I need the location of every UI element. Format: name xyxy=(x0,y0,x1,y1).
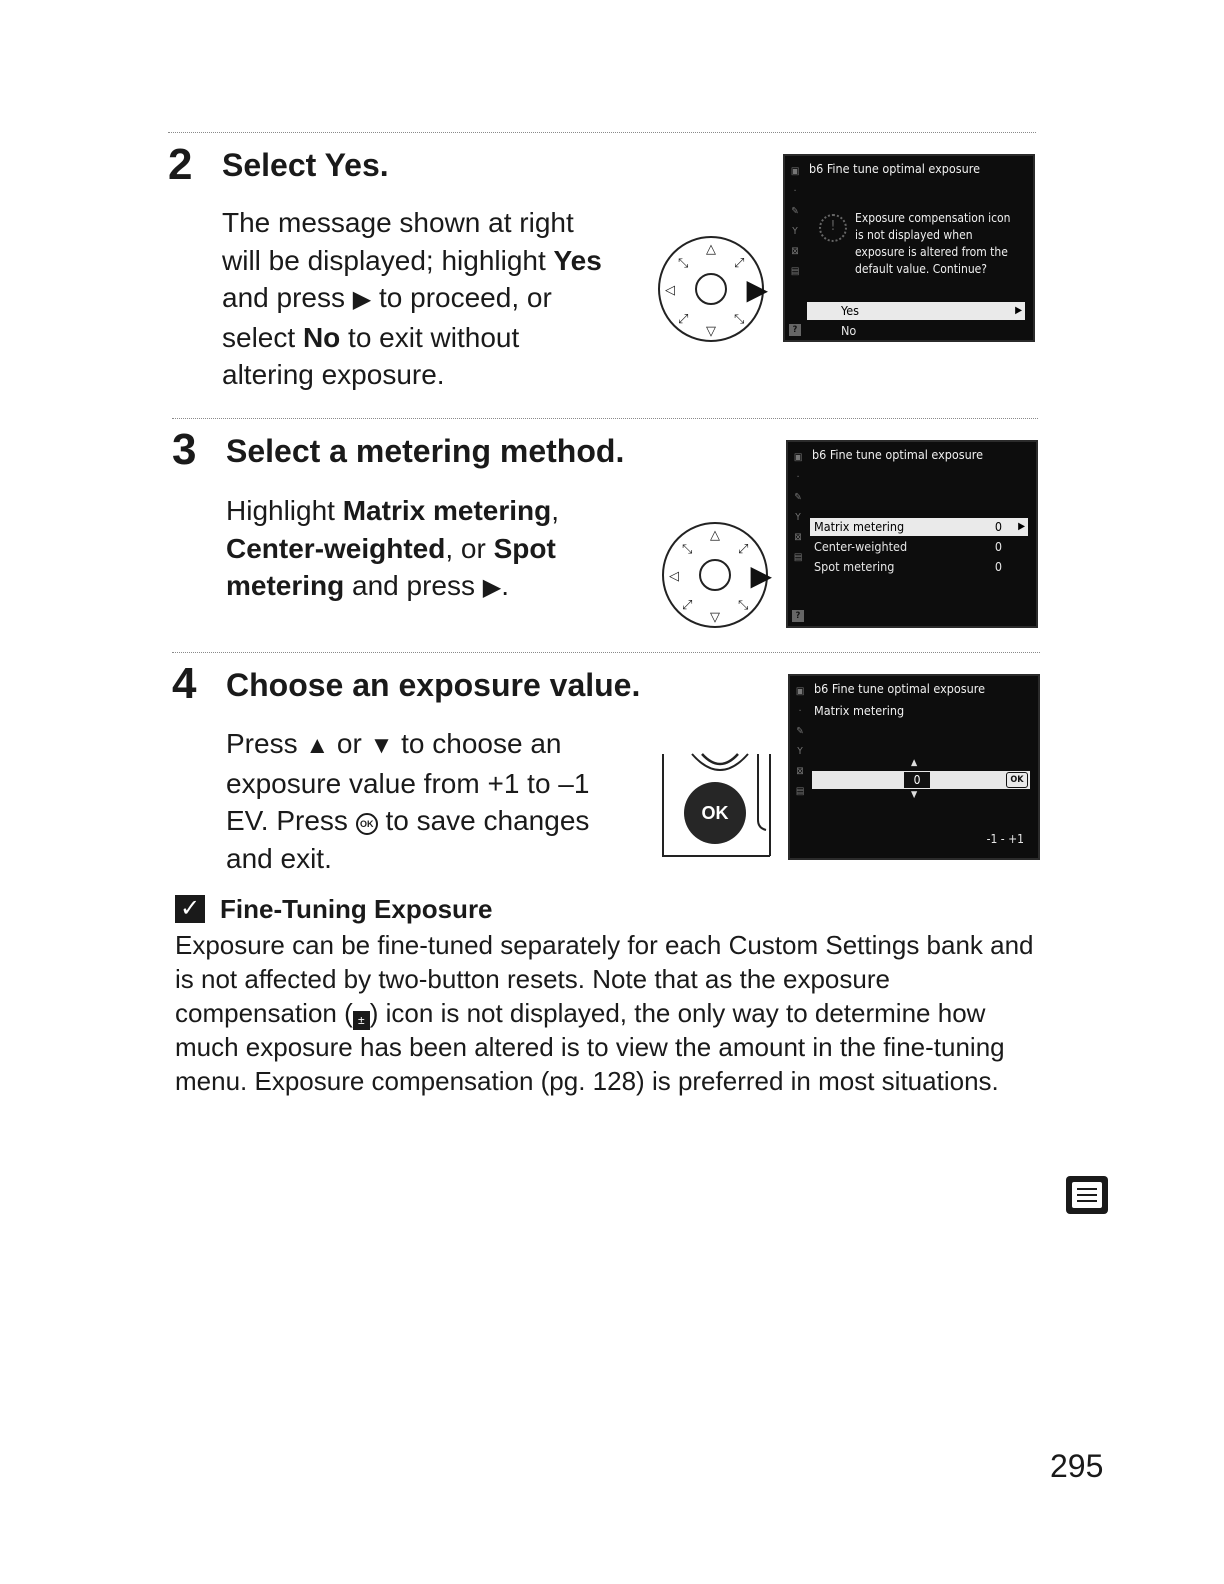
warning-icon: ! xyxy=(819,214,847,242)
up-arrow-icon: △ xyxy=(706,241,716,256)
metering-row-spot[interactable]: Spot metering 0 xyxy=(814,559,1002,574)
metering-row-center[interactable]: Center-weighted 0 xyxy=(814,539,1002,554)
right-arrow-icon: ▶ xyxy=(1015,305,1022,316)
section-divider xyxy=(168,132,1036,133)
right-arrow-icon: ▶ xyxy=(352,286,372,313)
right-arrow-icon: ▶ xyxy=(1018,521,1025,532)
retouch-icon: ⊠ xyxy=(796,766,804,777)
setup-icon: Y xyxy=(792,226,798,237)
section-divider xyxy=(172,652,1040,653)
menu-tabs xyxy=(791,448,805,568)
right-arrow-icon: ▶ xyxy=(746,274,768,305)
multi-selector-illustration xyxy=(662,522,772,628)
down-arrow-icon: ▼ xyxy=(369,732,394,759)
diagonal-arrow-icon: ⤢ xyxy=(678,311,689,326)
right-arrow-icon: ▶ xyxy=(750,560,772,591)
step-instructions: Press ▲ or ▼ to choose an exposure value from +1 to –1 EV. Press OK to save changes and exit. xyxy=(226,728,590,874)
step-number: 4 xyxy=(172,659,197,708)
diagonal-arrow-icon: ⤡ xyxy=(734,311,745,326)
multi-selector-illustration xyxy=(658,236,768,342)
pencil-icon: ✎ xyxy=(791,206,799,217)
note-title: Fine-Tuning Exposure xyxy=(220,894,493,924)
ok-button-illustration xyxy=(662,752,772,860)
up-arrow-icon: △ xyxy=(710,527,720,542)
diagonal-arrow-icon: ⤡ xyxy=(738,597,749,612)
diagonal-arrow-icon: ⤢ xyxy=(682,597,693,612)
menu-list-icon xyxy=(1066,1176,1108,1214)
shooting-icon: · xyxy=(798,706,802,717)
step-title: Select Yes. xyxy=(222,147,389,183)
recent-icon: ▤ xyxy=(790,266,800,277)
step-instructions: The message shown at right will be displayed; highlight Yes and press ▶ to proceed, or select No to exit without altering exposure. xyxy=(222,207,602,390)
down-arrow-icon: ▽ xyxy=(710,609,720,624)
retouch-icon: ⊠ xyxy=(791,246,799,257)
playback-icon: ▣ xyxy=(790,166,800,177)
value-up-arrow: ▲ xyxy=(911,758,918,768)
help-icon: ? xyxy=(792,610,804,622)
step-instructions: Highlight Matrix metering, Center-weighted, or Spot metering and press ▶. xyxy=(226,495,560,601)
playback-icon: ▣ xyxy=(793,452,803,463)
screen-title: b6 Fine tune optimal exposure xyxy=(814,681,986,696)
menu-tabs xyxy=(793,682,807,802)
help-icon: ? xyxy=(789,324,801,336)
diagonal-arrow-icon: ⤢ xyxy=(738,541,749,556)
value-down-arrow: ▼ xyxy=(911,790,918,800)
shooting-icon: · xyxy=(793,186,797,197)
ok-button: OK xyxy=(684,782,746,844)
up-arrow-icon: ▲ xyxy=(305,732,330,759)
playback-icon: ▣ xyxy=(795,686,805,697)
screen-title: b6 Fine tune optimal exposure xyxy=(809,161,981,176)
center-button xyxy=(699,559,731,591)
shooting-icon: · xyxy=(796,472,800,483)
section-divider xyxy=(172,418,1038,419)
ok-button-icon: OK xyxy=(356,813,378,835)
diagonal-arrow-icon: ⤢ xyxy=(734,255,745,270)
camera-screen xyxy=(786,440,1038,628)
step-number: 2 xyxy=(168,140,193,189)
recent-icon: ▤ xyxy=(795,786,805,797)
ok-badge: OK xyxy=(1006,772,1028,788)
screen-title: b6 Fine tune optimal exposure xyxy=(812,447,984,462)
page-number: 295 xyxy=(1050,1448,1104,1484)
option-no[interactable]: No xyxy=(841,323,857,338)
step-number: 3 xyxy=(172,425,197,474)
option-yes[interactable]: Yes ▶ xyxy=(807,302,1025,320)
exposure-compensation-icon: ± xyxy=(353,1011,370,1030)
right-arrow-icon: ▶ xyxy=(482,574,502,601)
recent-icon: ▤ xyxy=(793,552,803,563)
camera-screen xyxy=(788,674,1040,860)
pencil-icon: ✎ xyxy=(794,492,802,503)
step-title: Choose an exposure value. xyxy=(226,667,641,703)
retouch-icon: ⊠ xyxy=(794,532,802,543)
setup-icon: Y xyxy=(795,512,801,523)
diagonal-arrow-icon: ⤡ xyxy=(682,541,693,556)
metering-row-matrix[interactable]: Matrix metering 0 ▶ xyxy=(810,518,1028,536)
check-icon: ✓ xyxy=(175,895,205,923)
camera-screen xyxy=(783,154,1035,342)
pencil-icon: ✎ xyxy=(796,726,804,737)
center-button xyxy=(695,273,727,305)
diagonal-arrow-icon: ⤡ xyxy=(678,255,689,270)
down-arrow-icon: ▽ xyxy=(706,323,716,338)
value-display: 0 xyxy=(904,772,930,788)
step-title: Select a metering method. xyxy=(226,433,625,469)
range-label: -1 - +1 xyxy=(986,832,1024,846)
screen-subtitle: Matrix metering xyxy=(814,703,905,718)
value-slider[interactable] xyxy=(812,771,1030,789)
setup-icon: Y xyxy=(797,746,803,757)
note-body: Exposure can be fine-tuned separately for each Custom Settings bank and is not affected by two-button resets. Note that as the exposure compensation ( ± ) icon is not displayed, the only way to determine how much exposure has been altered is to view the amount in the fine-tuning menu. Exposure compensation (pg. 128) is preferred in most situations. xyxy=(175,930,1034,1096)
screen-message: Exposure compensation icon is not displayed when exposure is altered from the default value. Continue? xyxy=(855,211,1011,276)
menu-tabs xyxy=(788,162,802,282)
left-arrow-icon: ◁ xyxy=(669,568,679,583)
left-arrow-icon: ◁ xyxy=(665,282,675,297)
